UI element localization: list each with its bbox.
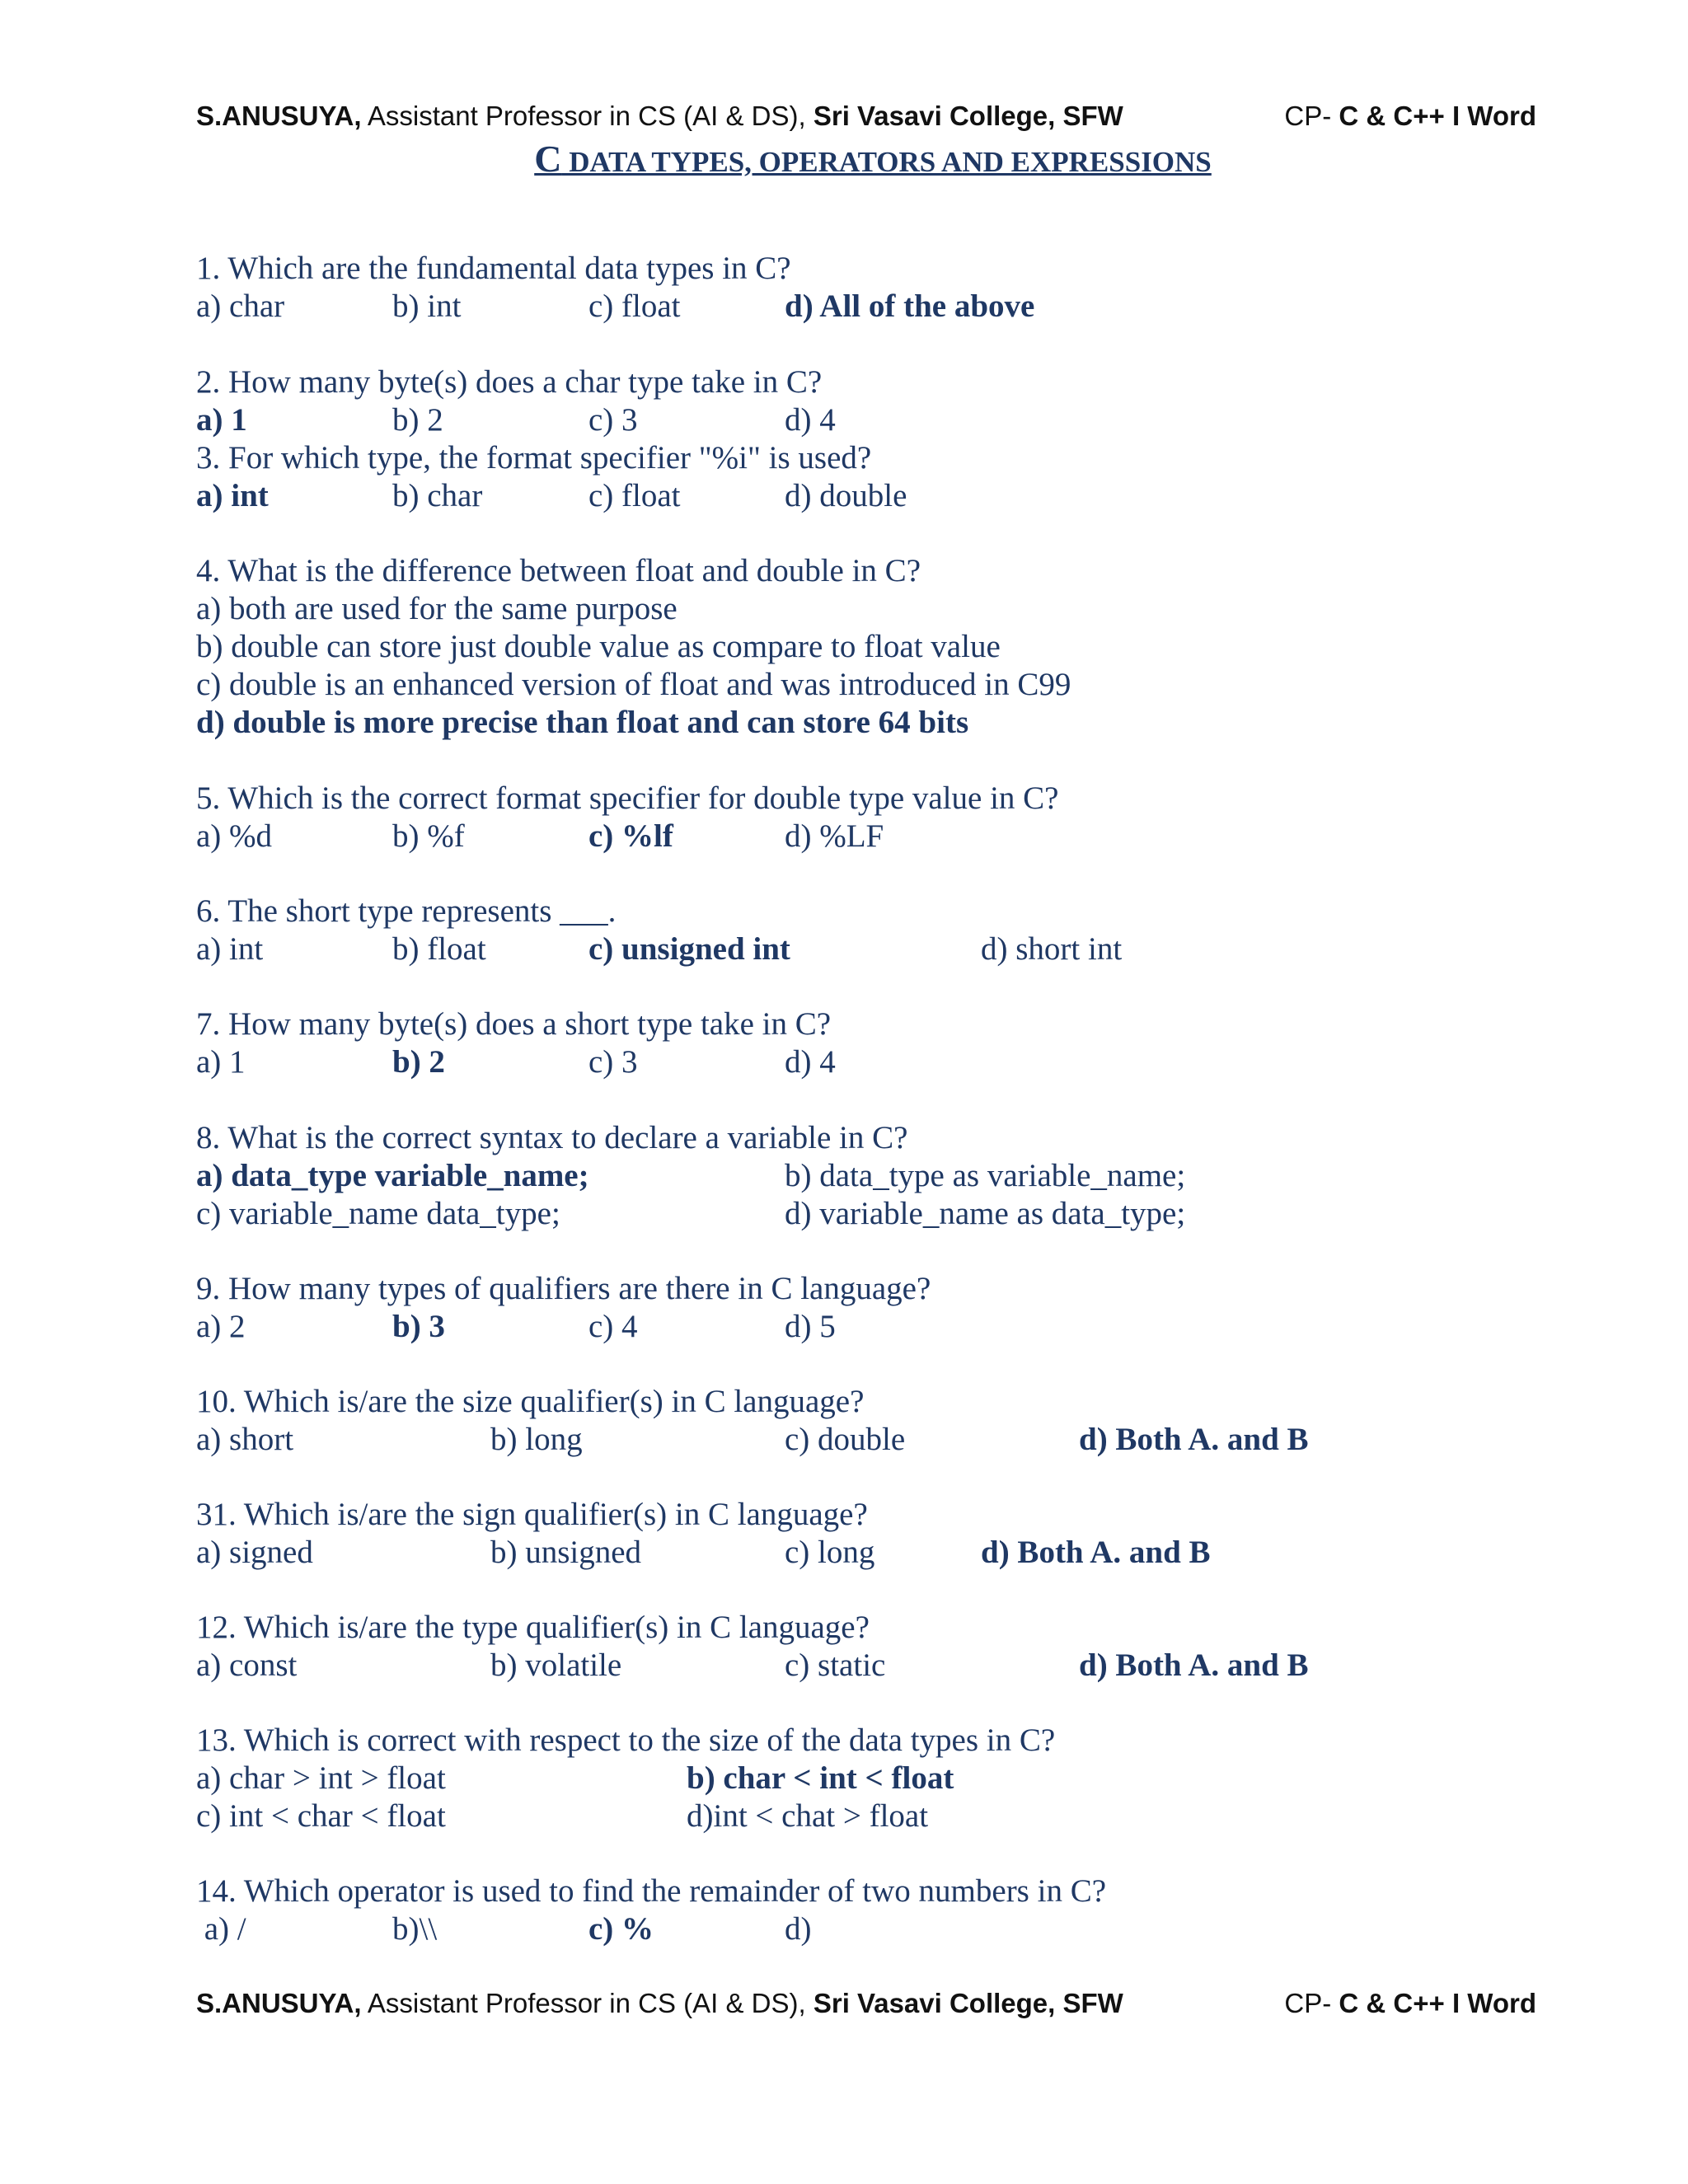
q14-option-c: c) % <box>588 1911 654 1947</box>
q6-option-c: c) unsigned int <box>588 931 790 967</box>
q10-option-b: b) long <box>490 1422 583 1457</box>
footer-author-name: S.ANUSUYA, <box>196 1988 362 2018</box>
footer-author-role: Assistant Professor in CS (AI & DS), <box>361 1988 814 2018</box>
author-name: S.ANUSUYA, <box>196 101 362 131</box>
q13-option-a: a) char > int > float <box>196 1760 446 1796</box>
q12-option-b: b) volatile <box>490 1647 622 1683</box>
q7-option-b: b) 2 <box>392 1044 445 1080</box>
q13-option-b: b) char < int < float <box>687 1760 954 1796</box>
question-2: 2. How many byte(s) does a char type take in C? <box>196 364 823 400</box>
q10-option-d: d) Both A. and B <box>1079 1422 1309 1457</box>
question-3: 3. For which type, the format specifier "%i" is used? <box>196 440 872 476</box>
q7-option-d: d) 4 <box>785 1044 836 1080</box>
question-5: 5. Which is the correct format specifier for double type value in C? <box>196 780 1059 816</box>
q4-option-a: a) both are used for the same purpose <box>196 591 678 626</box>
q1-option-a: a) char <box>196 288 285 324</box>
q1-option-c: c) float <box>588 288 681 324</box>
q6-option-d: d) short int <box>981 931 1123 967</box>
q13-option-c: c) int < char < float <box>196 1798 446 1834</box>
question-12: 12. Which is/are the type qualifier(s) in C language? <box>196 1610 870 1645</box>
q8-option-b: b) data_type as variable_name; <box>785 1158 1186 1193</box>
q8-option-c: c) variable_name data_type; <box>196 1196 560 1231</box>
q8-option-d: d) variable_name as data_type; <box>785 1196 1186 1231</box>
question-11: 31. Which is/are the sign qualifier(s) in C language? <box>196 1497 868 1532</box>
q9-option-a: a) 2 <box>196 1309 246 1344</box>
question-10: 10. Which is/are the size qualifier(s) in C language? <box>196 1384 865 1419</box>
q6-option-b: b) float <box>392 931 486 967</box>
q7-option-a: a) 1 <box>196 1044 246 1080</box>
q5-option-a: a) %d <box>196 818 273 854</box>
q3-option-a: a) int <box>196 478 269 513</box>
q7-option-c: c) 3 <box>588 1044 638 1080</box>
q11-option-d: d) Both A. and B <box>981 1535 1211 1570</box>
q9-option-c: c) 4 <box>588 1309 638 1344</box>
q5-option-b: b) %f <box>392 818 465 854</box>
q10-option-a: a) short <box>196 1422 294 1457</box>
q4-option-c: c) double is an enhanced version of float and was introduced in C99 <box>196 667 1071 702</box>
q9-option-b: b) 3 <box>392 1309 445 1344</box>
page-footer <box>196 1988 1123 2019</box>
q11-option-a: a) signed <box>196 1535 313 1570</box>
q5-option-d: d) %LF <box>785 818 884 854</box>
author-role: Assistant Professor in CS (AI & DS), <box>361 101 814 131</box>
page-header <box>196 101 1123 132</box>
q12-option-a: a) const <box>196 1647 298 1683</box>
question-7: 7. How many byte(s) does a short type take in C? <box>196 1006 832 1042</box>
question-9: 9. How many types of qualifiers are there in C language? <box>196 1271 931 1306</box>
q8-option-a: a) data_type variable_name; <box>196 1158 589 1193</box>
q10-option-c: c) double <box>785 1422 906 1457</box>
q3-option-d: d) double <box>785 478 907 513</box>
q3-option-b: b) char <box>392 478 483 513</box>
q14-option-a: a) / <box>196 1911 246 1947</box>
question-6: 6. The short type represents ___. <box>196 893 617 929</box>
q13-option-d: d)int < chat > float <box>687 1798 929 1834</box>
q12-option-c: c) static <box>785 1647 886 1683</box>
q14-option-b: b)\\ <box>392 1911 438 1947</box>
q3-option-c: c) float <box>588 478 681 513</box>
footer-college-name: Sri Vasavi College, SFW <box>813 1988 1123 2018</box>
page-title: C DATA TYPES, OPERATORS AND EXPRESSIONS <box>534 138 1212 180</box>
q4-option-b: b) double can store just double value as compare to float value <box>196 629 1001 664</box>
q5-option-c: c) %lf <box>588 818 673 854</box>
q2-option-a: a) 1 <box>196 402 247 438</box>
q1-option-d: d) All of the above <box>785 288 1035 324</box>
course-label: CP- C & C++ I Word <box>1284 101 1536 131</box>
q11-option-c: c) long <box>785 1535 875 1570</box>
question-13: 13. Which is correct with respect to the size of the data types in C? <box>196 1722 1056 1758</box>
q11-option-b: b) unsigned <box>490 1535 642 1570</box>
q14-option-d: d) <box>785 1911 812 1947</box>
college-name: Sri Vasavi College, SFW <box>813 101 1123 131</box>
q4-option-d: d) double is more precise than float and can store 64 bits <box>196 705 969 740</box>
q2-option-b: b) 2 <box>392 402 443 438</box>
question-1: 1. Which are the fundamental data types in C? <box>196 251 791 286</box>
question-14: 14. Which operator is used to find the remainder of two numbers in C? <box>196 1873 1107 1909</box>
q6-option-a: a) int <box>196 931 264 967</box>
q2-option-d: d) 4 <box>785 402 836 438</box>
question-4: 4. What is the difference between float and double in C? <box>196 553 921 588</box>
q12-option-d: d) Both A. and B <box>1079 1647 1309 1683</box>
q9-option-d: d) 5 <box>785 1309 836 1344</box>
question-8: 8. What is the correct syntax to declare a variable in C? <box>196 1120 908 1155</box>
q2-option-c: c) 3 <box>588 402 638 438</box>
q1-option-b: b) int <box>392 288 462 324</box>
footer-course-label: CP- C & C++ I Word <box>1284 1988 1536 2018</box>
